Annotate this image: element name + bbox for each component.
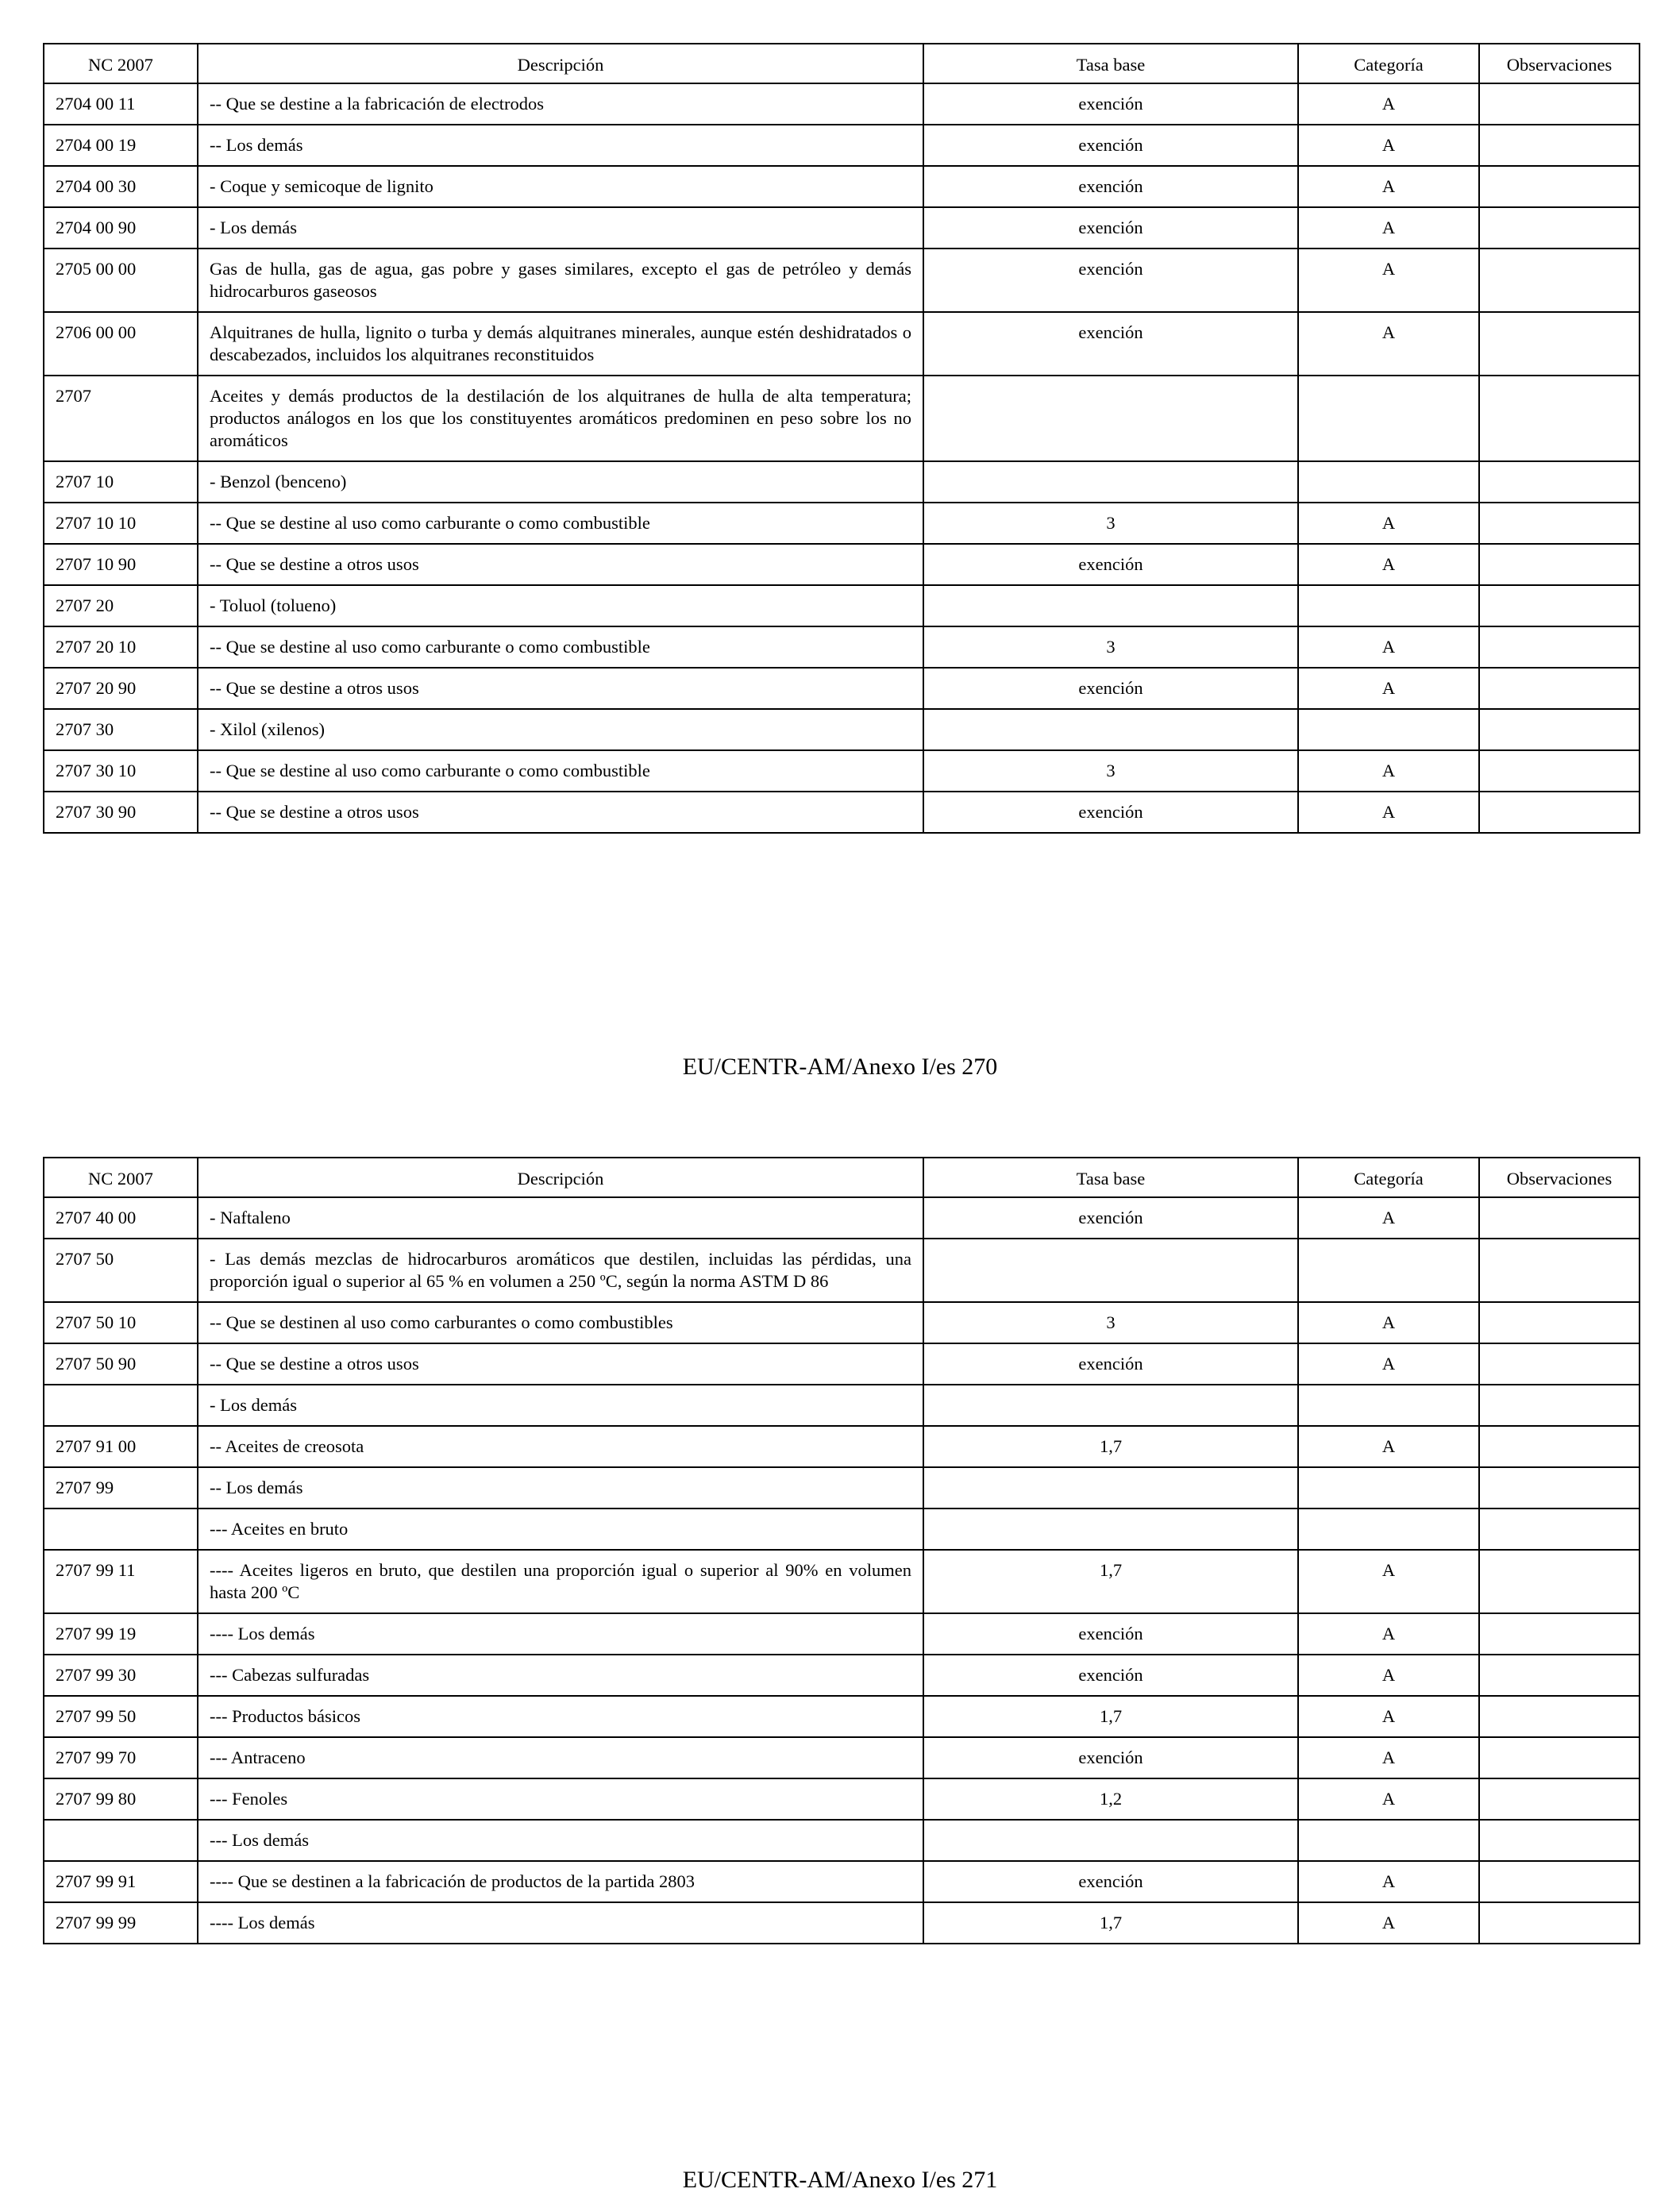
cell-observaciones	[1479, 1655, 1640, 1696]
table-row	[44, 166, 1640, 207]
cell-nc-code: 2707 99 80	[44, 1778, 198, 1820]
cell-observaciones	[1479, 1737, 1640, 1778]
table-row	[44, 1696, 1640, 1737]
table-body	[44, 1197, 1640, 1944]
table-row	[44, 1655, 1640, 1696]
table-row	[44, 312, 1640, 376]
cell-nc-code: 2707 20	[44, 585, 198, 626]
cell-tasa-base: exención	[923, 249, 1298, 312]
cell-categoria: A	[1298, 1902, 1479, 1944]
cell-descripcion: - Xilol (xilenos)	[198, 709, 923, 750]
cell-descripcion: Aceites y demás productos de la destilación de los alquitranes de hulla de alta temperatura; productos análogos en los que los constituyentes aromáticos predominen en peso sobre los no aromáticos	[198, 376, 923, 461]
cell-observaciones	[1479, 312, 1640, 376]
cell-nc-code: 2707 50	[44, 1239, 198, 1302]
cell-observaciones	[1479, 503, 1640, 544]
cell-descripcion: -- Que se destine al uso como carburante o como combustible	[198, 503, 923, 544]
cell-descripcion: -- Que se destine al uso como carburante o como combustible	[198, 750, 923, 792]
table-row	[44, 461, 1640, 503]
cell-tasa-base: exención	[923, 1197, 1298, 1239]
header-categoria: Categoría	[1298, 44, 1479, 83]
header-observaciones: Observaciones	[1479, 1158, 1640, 1197]
cell-descripcion: --- Los demás	[198, 1820, 923, 1861]
cell-categoria: A	[1298, 544, 1479, 585]
cell-descripcion: - Las demás mezclas de hidrocarburos aromáticos que destilen, incluidas las pérdidas, una proporción igual o superior al 65 % en volumen a 250 ºC, según la norma ASTM D 86	[198, 1239, 923, 1302]
cell-descripcion: -- Que se destine a la fabricación de electrodos	[198, 83, 923, 125]
cell-tasa-base: 3	[923, 626, 1298, 668]
cell-categoria: A	[1298, 626, 1479, 668]
table-row	[44, 83, 1640, 125]
cell-descripcion: --- Fenoles	[198, 1778, 923, 1820]
header-descripcion: Descripción	[198, 1158, 923, 1197]
cell-observaciones	[1479, 1778, 1640, 1820]
cell-categoria: A	[1298, 503, 1479, 544]
table-row	[44, 376, 1640, 461]
table-row	[44, 1861, 1640, 1902]
table-row	[44, 503, 1640, 544]
cell-tasa-base: 1,7	[923, 1696, 1298, 1737]
cell-tasa-base: 1,7	[923, 1426, 1298, 1467]
cell-nc-code: 2707 99 11	[44, 1550, 198, 1613]
cell-nc-code: 2705 00 00	[44, 249, 198, 312]
cell-categoria	[1298, 1385, 1479, 1426]
cell-tasa-base: exención	[923, 166, 1298, 207]
cell-tasa-base: 1,7	[923, 1550, 1298, 1613]
tariff-table-page-270	[43, 43, 1640, 834]
cell-tasa-base: exención	[923, 83, 1298, 125]
cell-categoria: A	[1298, 1778, 1479, 1820]
cell-descripcion: -- Que se destine a otros usos	[198, 668, 923, 709]
cell-nc-code: 2707 99 91	[44, 1861, 198, 1902]
cell-categoria: A	[1298, 1655, 1479, 1696]
cell-tasa-base	[923, 1385, 1298, 1426]
cell-observaciones	[1479, 1902, 1640, 1944]
table-row	[44, 1737, 1640, 1778]
cell-observaciones	[1479, 1696, 1640, 1737]
table-row	[44, 1902, 1640, 1944]
cell-nc-code: 2704 00 90	[44, 207, 198, 249]
cell-observaciones	[1479, 1861, 1640, 1902]
cell-observaciones	[1479, 1197, 1640, 1239]
cell-nc-code: 2707 30 10	[44, 750, 198, 792]
cell-descripcion: -- Que se destinen al uso como carburantes o como combustibles	[198, 1302, 923, 1343]
cell-observaciones	[1479, 792, 1640, 833]
table-row	[44, 626, 1640, 668]
header-categoria: Categoría	[1298, 1158, 1479, 1197]
cell-descripcion: -- Que se destine a otros usos	[198, 1343, 923, 1385]
table-row	[44, 585, 1640, 626]
table-row	[44, 207, 1640, 249]
cell-categoria: A	[1298, 166, 1479, 207]
cell-categoria: A	[1298, 249, 1479, 312]
cell-descripcion: - Los demás	[198, 1385, 923, 1426]
cell-observaciones	[1479, 249, 1640, 312]
cell-categoria	[1298, 1509, 1479, 1550]
cell-tasa-base: exención	[923, 544, 1298, 585]
cell-nc-code: 2707 99 19	[44, 1613, 198, 1655]
cell-descripcion: ---- Los demás	[198, 1613, 923, 1655]
cell-nc-code: 2704 00 11	[44, 83, 198, 125]
cell-tasa-base: exención	[923, 668, 1298, 709]
cell-descripcion: -- Que se destine a otros usos	[198, 544, 923, 585]
cell-descripcion: --- Cabezas sulfuradas	[198, 1655, 923, 1696]
cell-tasa-base	[923, 1239, 1298, 1302]
table-row	[44, 1467, 1640, 1509]
cell-descripcion: - Los demás	[198, 207, 923, 249]
cell-tasa-base: exención	[923, 312, 1298, 376]
table-row	[44, 1343, 1640, 1385]
cell-tasa-base: exención	[923, 1737, 1298, 1778]
table-row	[44, 1778, 1640, 1820]
cell-categoria: A	[1298, 1197, 1479, 1239]
cell-nc-code: 2707 40 00	[44, 1197, 198, 1239]
cell-tasa-base: exención	[923, 207, 1298, 249]
cell-nc-code	[44, 1385, 198, 1426]
cell-categoria: A	[1298, 1426, 1479, 1467]
table-body	[44, 83, 1640, 833]
cell-tasa-base: exención	[923, 1343, 1298, 1385]
table-row	[44, 1302, 1640, 1343]
cell-tasa-base	[923, 1820, 1298, 1861]
cell-nc-code: 2704 00 19	[44, 125, 198, 166]
cell-observaciones	[1479, 1385, 1640, 1426]
cell-observaciones	[1479, 166, 1640, 207]
cell-tasa-base	[923, 585, 1298, 626]
cell-categoria: A	[1298, 1343, 1479, 1385]
cell-observaciones	[1479, 544, 1640, 585]
cell-observaciones	[1479, 1343, 1640, 1385]
cell-categoria: A	[1298, 750, 1479, 792]
cell-nc-code: 2707 10 10	[44, 503, 198, 544]
cell-tasa-base: exención	[923, 125, 1298, 166]
table-row	[44, 709, 1640, 750]
cell-nc-code: 2707 50 90	[44, 1343, 198, 1385]
page-footer: EU/CENTR-AM/Anexo I/es 270	[682, 1054, 998, 1080]
cell-observaciones	[1479, 750, 1640, 792]
cell-nc-code: 2707 91 00	[44, 1426, 198, 1467]
cell-descripcion: --- Productos básicos	[198, 1696, 923, 1737]
table-row	[44, 668, 1640, 709]
cell-categoria	[1298, 1239, 1479, 1302]
cell-nc-code: 2707 20 90	[44, 668, 198, 709]
header-nc-2007: NC 2007	[44, 1158, 198, 1197]
cell-nc-code: 2707 20 10	[44, 626, 198, 668]
header-nc-2007: NC 2007	[44, 44, 198, 83]
table-row	[44, 1197, 1640, 1239]
table-row	[44, 1550, 1640, 1613]
table-row	[44, 1509, 1640, 1550]
table-row	[44, 249, 1640, 312]
cell-categoria	[1298, 461, 1479, 503]
cell-descripcion: - Toluol (tolueno)	[198, 585, 923, 626]
cell-nc-code: 2707 99 50	[44, 1696, 198, 1737]
cell-tasa-base: exención	[923, 792, 1298, 833]
cell-tasa-base: exención	[923, 1613, 1298, 1655]
cell-observaciones	[1479, 1426, 1640, 1467]
cell-categoria: A	[1298, 207, 1479, 249]
cell-descripcion: ---- Aceites ligeros en bruto, que destilen una proporción igual o superior al 90% en volumen hasta 200 ºC	[198, 1550, 923, 1613]
cell-nc-code: 2707 99 99	[44, 1902, 198, 1944]
table-row	[44, 1613, 1640, 1655]
cell-observaciones	[1479, 461, 1640, 503]
cell-tasa-base: exención	[923, 1655, 1298, 1696]
cell-tasa-base: 1,2	[923, 1778, 1298, 1820]
cell-tasa-base: 1,7	[923, 1902, 1298, 1944]
cell-nc-code: 2707	[44, 376, 198, 461]
cell-observaciones	[1479, 1302, 1640, 1343]
cell-descripcion: --- Antraceno	[198, 1737, 923, 1778]
cell-nc-code: 2707 10 90	[44, 544, 198, 585]
cell-nc-code: 2707 99	[44, 1467, 198, 1509]
table-row	[44, 125, 1640, 166]
cell-nc-code	[44, 1509, 198, 1550]
cell-observaciones	[1479, 1550, 1640, 1613]
cell-descripcion: - Coque y semicoque de lignito	[198, 166, 923, 207]
table-header-row	[44, 1158, 1640, 1197]
cell-categoria	[1298, 1467, 1479, 1509]
cell-observaciones	[1479, 1613, 1640, 1655]
cell-categoria: A	[1298, 1737, 1479, 1778]
cell-descripcion: -- Que se destine al uso como carburante o como combustible	[198, 626, 923, 668]
cell-nc-code: 2704 00 30	[44, 166, 198, 207]
cell-observaciones	[1479, 709, 1640, 750]
cell-nc-code: 2707 30 90	[44, 792, 198, 833]
cell-descripcion: --- Aceites en bruto	[198, 1509, 923, 1550]
cell-descripcion: ---- Los demás	[198, 1902, 923, 1944]
cell-tasa-base: exención	[923, 1861, 1298, 1902]
table-row	[44, 1385, 1640, 1426]
cell-categoria: A	[1298, 1696, 1479, 1737]
cell-categoria: A	[1298, 1613, 1479, 1655]
table-row	[44, 544, 1640, 585]
cell-observaciones	[1479, 1467, 1640, 1509]
cell-categoria: A	[1298, 1861, 1479, 1902]
table-header-row	[44, 44, 1640, 83]
cell-nc-code: 2707 10	[44, 461, 198, 503]
cell-categoria: A	[1298, 1550, 1479, 1613]
cell-tasa-base: 3	[923, 750, 1298, 792]
cell-descripcion: -- Los demás	[198, 1467, 923, 1509]
header-observaciones: Observaciones	[1479, 44, 1640, 83]
cell-tasa-base	[923, 1509, 1298, 1550]
cell-categoria: A	[1298, 668, 1479, 709]
cell-observaciones	[1479, 1820, 1640, 1861]
cell-observaciones	[1479, 207, 1640, 249]
tariff-table-page-271	[43, 1157, 1640, 1944]
header-descripcion: Descripción	[198, 44, 923, 83]
cell-tasa-base	[923, 461, 1298, 503]
cell-categoria	[1298, 376, 1479, 461]
cell-nc-code: 2707 50 10	[44, 1302, 198, 1343]
cell-observaciones	[1479, 585, 1640, 626]
cell-descripcion: -- Los demás	[198, 125, 923, 166]
cell-descripcion: -- Aceites de creosota	[198, 1426, 923, 1467]
table-row	[44, 1426, 1640, 1467]
cell-categoria: A	[1298, 312, 1479, 376]
cell-nc-code: 2707 99 70	[44, 1737, 198, 1778]
cell-categoria: A	[1298, 83, 1479, 125]
table-row	[44, 750, 1640, 792]
cell-categoria	[1298, 709, 1479, 750]
header-tasa-base: Tasa base	[923, 44, 1298, 83]
cell-categoria	[1298, 585, 1479, 626]
table-row	[44, 1239, 1640, 1302]
cell-nc-code: 2706 00 00	[44, 312, 198, 376]
cell-observaciones	[1479, 83, 1640, 125]
cell-categoria: A	[1298, 792, 1479, 833]
cell-nc-code	[44, 1820, 198, 1861]
cell-observaciones	[1479, 125, 1640, 166]
page-footer: EU/CENTR-AM/Anexo I/es 271	[682, 2167, 998, 2193]
table-row	[44, 792, 1640, 833]
cell-observaciones	[1479, 376, 1640, 461]
header-tasa-base: Tasa base	[923, 1158, 1298, 1197]
cell-descripcion: ---- Que se destinen a la fabricación de productos de la partida 2803	[198, 1861, 923, 1902]
table-row	[44, 1820, 1640, 1861]
cell-descripcion: - Benzol (benceno)	[198, 461, 923, 503]
cell-observaciones	[1479, 1239, 1640, 1302]
cell-tasa-base	[923, 376, 1298, 461]
cell-tasa-base: 3	[923, 503, 1298, 544]
cell-tasa-base	[923, 709, 1298, 750]
cell-categoria	[1298, 1820, 1479, 1861]
cell-descripcion: -- Que se destine a otros usos	[198, 792, 923, 833]
cell-nc-code: 2707 99 30	[44, 1655, 198, 1696]
cell-descripcion: - Naftaleno	[198, 1197, 923, 1239]
cell-categoria: A	[1298, 1302, 1479, 1343]
cell-nc-code: 2707 30	[44, 709, 198, 750]
cell-observaciones	[1479, 1509, 1640, 1550]
cell-tasa-base: 3	[923, 1302, 1298, 1343]
cell-categoria: A	[1298, 125, 1479, 166]
cell-descripcion: Alquitranes de hulla, lignito o turba y demás alquitranes minerales, aunque estén deshidratados o descabezados, incluidos los alquitranes reconstituidos	[198, 312, 923, 376]
cell-descripcion: Gas de hulla, gas de agua, gas pobre y gases similares, excepto el gas de petróleo y demás hidrocarburos gaseosos	[198, 249, 923, 312]
cell-observaciones	[1479, 626, 1640, 668]
cell-tasa-base	[923, 1467, 1298, 1509]
cell-observaciones	[1479, 668, 1640, 709]
